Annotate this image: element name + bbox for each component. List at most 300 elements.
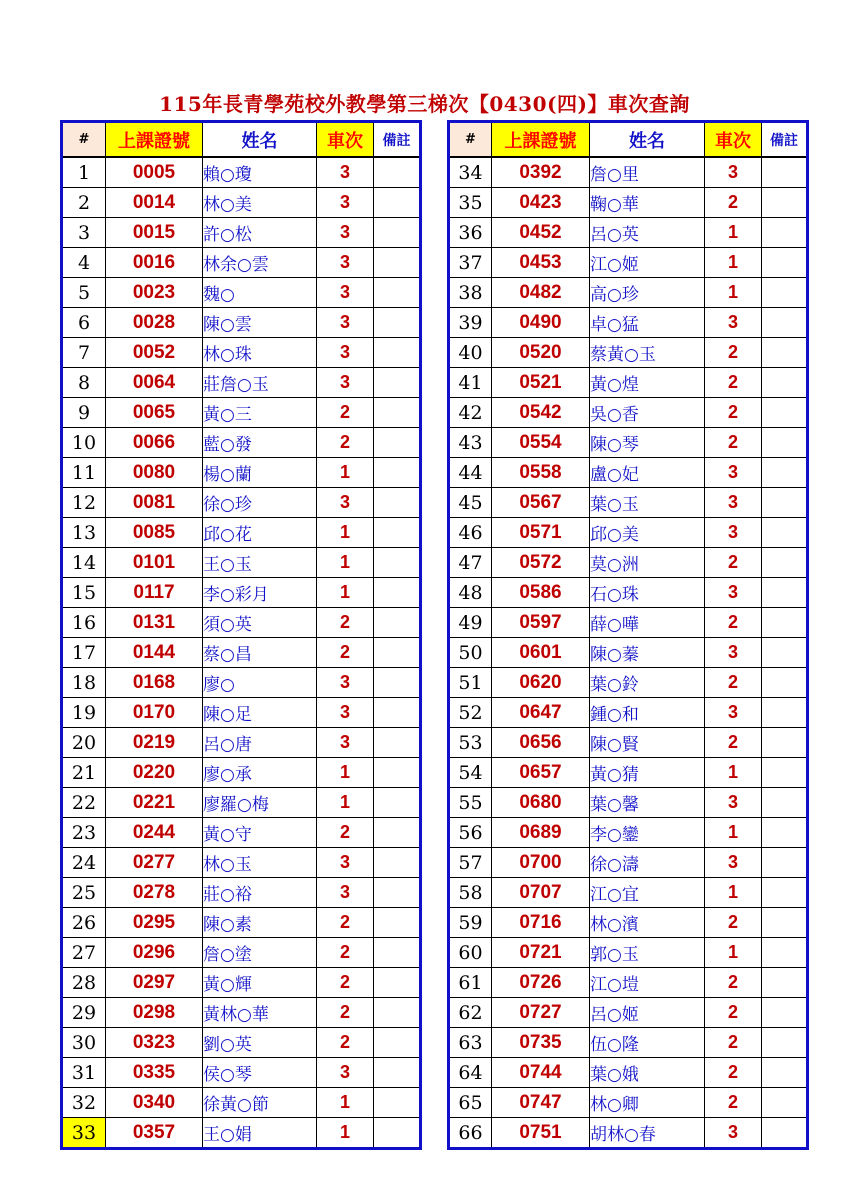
name-cell: 徐○濤 bbox=[590, 848, 705, 878]
car-number-cell: 3 bbox=[317, 188, 374, 218]
table-row bbox=[449, 1058, 808, 1088]
class-id-cell: 0168 bbox=[106, 668, 203, 698]
car-number-cell: 2 bbox=[705, 428, 762, 458]
row-number: 17 bbox=[62, 638, 106, 668]
note-cell bbox=[374, 968, 421, 998]
class-id-cell: 0065 bbox=[106, 398, 203, 428]
name-cell: 王○娟 bbox=[203, 1118, 317, 1149]
row-number: 4 bbox=[62, 248, 106, 278]
note-cell bbox=[762, 698, 808, 728]
car-number-cell: 2 bbox=[317, 638, 374, 668]
class-id-cell: 0735 bbox=[492, 1028, 590, 1058]
car-number-cell: 3 bbox=[705, 518, 762, 548]
row-number: 3 bbox=[62, 218, 106, 248]
class-id-cell: 0707 bbox=[492, 878, 590, 908]
car-number-cell: 2 bbox=[705, 908, 762, 938]
class-id-cell: 0657 bbox=[492, 758, 590, 788]
note-cell bbox=[762, 338, 808, 368]
note-cell bbox=[762, 818, 808, 848]
class-id-cell: 0015 bbox=[106, 218, 203, 248]
note-cell bbox=[374, 578, 421, 608]
table-row bbox=[449, 788, 808, 818]
table-row bbox=[449, 458, 808, 488]
class-id-cell: 0680 bbox=[492, 788, 590, 818]
name-cell: 李○鑾 bbox=[590, 818, 705, 848]
row-number: 38 bbox=[449, 278, 492, 308]
table-row bbox=[62, 488, 421, 518]
row-number: 30 bbox=[62, 1028, 106, 1058]
row-number: 35 bbox=[449, 188, 492, 218]
row-number: 59 bbox=[449, 908, 492, 938]
row-number: 62 bbox=[449, 998, 492, 1028]
row-number: 21 bbox=[62, 758, 106, 788]
class-id-cell: 0221 bbox=[106, 788, 203, 818]
car-number-cell: 3 bbox=[705, 578, 762, 608]
table-row bbox=[62, 1118, 421, 1149]
row-number: 46 bbox=[449, 518, 492, 548]
name-cell: 郭○玉 bbox=[590, 938, 705, 968]
row-number: 15 bbox=[62, 578, 106, 608]
note-cell bbox=[374, 608, 421, 638]
note-cell bbox=[374, 878, 421, 908]
name-cell: 蔡○昌 bbox=[203, 638, 317, 668]
note-cell bbox=[374, 338, 421, 368]
name-cell: 薛○嘩 bbox=[590, 608, 705, 638]
class-id-cell: 0101 bbox=[106, 548, 203, 578]
name-cell: 林○濱 bbox=[590, 908, 705, 938]
name-cell: 侯○琴 bbox=[203, 1058, 317, 1088]
note-cell bbox=[762, 488, 808, 518]
name-cell: 伍○隆 bbox=[590, 1028, 705, 1058]
note-cell bbox=[762, 638, 808, 668]
table-header-row bbox=[449, 122, 808, 158]
class-id-cell: 0520 bbox=[492, 338, 590, 368]
name-cell: 江○宜 bbox=[590, 878, 705, 908]
class-id-cell: 0081 bbox=[106, 488, 203, 518]
name-cell: 魏○ bbox=[203, 278, 317, 308]
table-row bbox=[62, 848, 421, 878]
car-number-cell: 2 bbox=[705, 368, 762, 398]
table-header-row bbox=[62, 122, 421, 158]
note-cell bbox=[762, 938, 808, 968]
row-number: 45 bbox=[449, 488, 492, 518]
table-row bbox=[62, 698, 421, 728]
car-number-cell: 3 bbox=[705, 488, 762, 518]
name-cell: 林○卿 bbox=[590, 1088, 705, 1118]
row-number: 65 bbox=[449, 1088, 492, 1118]
table-row bbox=[449, 638, 808, 668]
name-cell: 陳○賢 bbox=[590, 728, 705, 758]
class-id-cell: 0744 bbox=[492, 1058, 590, 1088]
class-id-cell: 0567 bbox=[492, 488, 590, 518]
note-cell bbox=[762, 278, 808, 308]
row-number: 5 bbox=[62, 278, 106, 308]
class-id-cell: 0005 bbox=[106, 157, 203, 188]
car-number-cell: 2 bbox=[705, 728, 762, 758]
class-id-cell: 0689 bbox=[492, 818, 590, 848]
table-row bbox=[449, 518, 808, 548]
table-row bbox=[449, 938, 808, 968]
class-id-cell: 0298 bbox=[106, 998, 203, 1028]
name-cell: 葉○鈴 bbox=[590, 668, 705, 698]
table-row bbox=[62, 218, 421, 248]
car-number-cell: 3 bbox=[317, 848, 374, 878]
row-number: 16 bbox=[62, 608, 106, 638]
row-number: 49 bbox=[449, 608, 492, 638]
table-row bbox=[449, 488, 808, 518]
row-number: 10 bbox=[62, 428, 106, 458]
roster-table-left bbox=[60, 120, 422, 1150]
table-row bbox=[449, 698, 808, 728]
car-number-cell: 1 bbox=[317, 578, 374, 608]
row-number: 19 bbox=[62, 698, 106, 728]
class-id-cell: 0482 bbox=[492, 278, 590, 308]
class-id-cell: 0572 bbox=[492, 548, 590, 578]
car-number-cell: 3 bbox=[705, 458, 762, 488]
table-row bbox=[449, 848, 808, 878]
name-cell: 莊詹○玉 bbox=[203, 368, 317, 398]
table-row bbox=[449, 548, 808, 578]
class-id-cell: 0716 bbox=[492, 908, 590, 938]
name-cell: 藍○發 bbox=[203, 428, 317, 458]
row-number: 60 bbox=[449, 938, 492, 968]
name-cell: 陳○素 bbox=[203, 908, 317, 938]
class-id-cell: 0297 bbox=[106, 968, 203, 998]
car-number-cell: 3 bbox=[705, 848, 762, 878]
car-number-cell: 2 bbox=[317, 398, 374, 428]
table-row bbox=[62, 188, 421, 218]
class-id-cell: 0080 bbox=[106, 458, 203, 488]
header-name: 姓名 bbox=[590, 122, 705, 158]
note-cell bbox=[762, 1118, 808, 1149]
class-id-cell: 0014 bbox=[106, 188, 203, 218]
row-number: 37 bbox=[449, 248, 492, 278]
note-cell bbox=[762, 518, 808, 548]
car-number-cell: 3 bbox=[705, 698, 762, 728]
class-id-cell: 0423 bbox=[492, 188, 590, 218]
name-cell: 黃○煌 bbox=[590, 368, 705, 398]
name-cell: 林○珠 bbox=[203, 338, 317, 368]
class-id-cell: 0542 bbox=[492, 398, 590, 428]
note-cell bbox=[374, 488, 421, 518]
car-number-cell: 3 bbox=[705, 788, 762, 818]
table-body bbox=[62, 157, 421, 1149]
car-number-cell: 2 bbox=[317, 818, 374, 848]
note-cell bbox=[762, 368, 808, 398]
car-number-cell: 3 bbox=[705, 1118, 762, 1149]
class-id-cell: 0392 bbox=[492, 157, 590, 188]
note-cell bbox=[374, 428, 421, 458]
name-cell: 林○玉 bbox=[203, 848, 317, 878]
row-number: 33 bbox=[62, 1118, 106, 1149]
table-row bbox=[62, 758, 421, 788]
name-cell: 林○美 bbox=[203, 188, 317, 218]
row-number: 29 bbox=[62, 998, 106, 1028]
car-number-cell: 3 bbox=[317, 308, 374, 338]
class-id-cell: 0601 bbox=[492, 638, 590, 668]
table-row bbox=[62, 668, 421, 698]
name-cell: 江○姬 bbox=[590, 248, 705, 278]
class-id-cell: 0521 bbox=[492, 368, 590, 398]
table-row bbox=[449, 1028, 808, 1058]
note-cell bbox=[762, 428, 808, 458]
car-number-cell: 2 bbox=[705, 338, 762, 368]
class-id-cell: 0278 bbox=[106, 878, 203, 908]
car-number-cell: 2 bbox=[317, 908, 374, 938]
class-id-cell: 0554 bbox=[492, 428, 590, 458]
row-number: 41 bbox=[449, 368, 492, 398]
car-number-cell: 2 bbox=[317, 1028, 374, 1058]
car-number-cell: 2 bbox=[705, 548, 762, 578]
name-cell: 邱○花 bbox=[203, 518, 317, 548]
row-number: 56 bbox=[449, 818, 492, 848]
class-id-cell: 0295 bbox=[106, 908, 203, 938]
car-number-cell: 3 bbox=[317, 278, 374, 308]
name-cell: 呂○姬 bbox=[590, 998, 705, 1028]
name-cell: 陳○蓁 bbox=[590, 638, 705, 668]
table-row bbox=[449, 968, 808, 998]
table-body bbox=[449, 157, 808, 1149]
row-number: 36 bbox=[449, 218, 492, 248]
name-cell: 高○珍 bbox=[590, 278, 705, 308]
class-id-cell: 0700 bbox=[492, 848, 590, 878]
car-number-cell: 3 bbox=[317, 218, 374, 248]
table-row bbox=[449, 248, 808, 278]
row-number: 42 bbox=[449, 398, 492, 428]
note-cell bbox=[374, 218, 421, 248]
note-cell bbox=[762, 848, 808, 878]
row-number: 2 bbox=[62, 188, 106, 218]
car-number-cell: 2 bbox=[705, 1028, 762, 1058]
class-id-cell: 0277 bbox=[106, 848, 203, 878]
table-row bbox=[449, 428, 808, 458]
car-number-cell: 3 bbox=[705, 308, 762, 338]
note-cell bbox=[762, 728, 808, 758]
header-class-id: 上課證號 bbox=[106, 122, 203, 158]
car-number-cell: 3 bbox=[317, 488, 374, 518]
row-number: 51 bbox=[449, 668, 492, 698]
class-id-cell: 0023 bbox=[106, 278, 203, 308]
car-number-cell: 3 bbox=[317, 878, 374, 908]
header-car: 車次 bbox=[705, 122, 762, 158]
car-number-cell: 3 bbox=[317, 1058, 374, 1088]
note-cell bbox=[762, 218, 808, 248]
note-cell bbox=[374, 518, 421, 548]
row-number: 14 bbox=[62, 548, 106, 578]
name-cell: 葉○玉 bbox=[590, 488, 705, 518]
table-row bbox=[449, 308, 808, 338]
car-number-cell: 2 bbox=[317, 938, 374, 968]
name-cell: 莊○裕 bbox=[203, 878, 317, 908]
note-cell bbox=[374, 188, 421, 218]
note-cell bbox=[374, 638, 421, 668]
note-cell bbox=[374, 1058, 421, 1088]
row-number: 39 bbox=[449, 308, 492, 338]
table-row bbox=[62, 518, 421, 548]
note-cell bbox=[762, 668, 808, 698]
note-cell bbox=[374, 848, 421, 878]
note-cell bbox=[762, 398, 808, 428]
table-row bbox=[449, 578, 808, 608]
table-row bbox=[449, 188, 808, 218]
class-id-cell: 0296 bbox=[106, 938, 203, 968]
car-number-cell: 2 bbox=[317, 998, 374, 1028]
class-id-cell: 0323 bbox=[106, 1028, 203, 1058]
note-cell bbox=[374, 157, 421, 188]
name-cell: 呂○英 bbox=[590, 218, 705, 248]
note-cell bbox=[374, 1118, 421, 1149]
name-cell: 石○珠 bbox=[590, 578, 705, 608]
header-note: 備註 bbox=[762, 122, 808, 158]
note-cell bbox=[762, 758, 808, 788]
row-number: 53 bbox=[449, 728, 492, 758]
table-row bbox=[449, 157, 808, 188]
note-cell bbox=[762, 608, 808, 638]
name-cell: 盧○妃 bbox=[590, 458, 705, 488]
car-number-cell: 2 bbox=[705, 1088, 762, 1118]
name-cell: 廖○承 bbox=[203, 758, 317, 788]
note-cell bbox=[762, 157, 808, 188]
class-id-cell: 0064 bbox=[106, 368, 203, 398]
class-id-cell: 0066 bbox=[106, 428, 203, 458]
class-id-cell: 0490 bbox=[492, 308, 590, 338]
page-title: 115年長青學苑校外教學第三梯次【0430(四)】車次查詢 bbox=[159, 92, 690, 116]
table-row bbox=[62, 1088, 421, 1118]
table-row bbox=[449, 338, 808, 368]
car-number-cell: 3 bbox=[705, 157, 762, 188]
row-number: 32 bbox=[62, 1088, 106, 1118]
car-number-cell: 1 bbox=[705, 278, 762, 308]
note-cell bbox=[374, 308, 421, 338]
name-cell: 陳○足 bbox=[203, 698, 317, 728]
table-row bbox=[449, 998, 808, 1028]
note-cell bbox=[374, 908, 421, 938]
table-row bbox=[62, 908, 421, 938]
car-number-cell: 3 bbox=[317, 698, 374, 728]
class-id-cell: 0656 bbox=[492, 728, 590, 758]
table-row bbox=[62, 788, 421, 818]
class-id-cell: 0721 bbox=[492, 938, 590, 968]
class-id-cell: 0597 bbox=[492, 608, 590, 638]
table-row bbox=[62, 157, 421, 188]
row-number: 26 bbox=[62, 908, 106, 938]
name-cell: 胡林○春 bbox=[590, 1118, 705, 1149]
note-cell bbox=[374, 548, 421, 578]
row-number: 57 bbox=[449, 848, 492, 878]
roster-table-right bbox=[447, 120, 809, 1150]
row-number: 1 bbox=[62, 157, 106, 188]
class-id-cell: 0340 bbox=[106, 1088, 203, 1118]
table-row bbox=[62, 998, 421, 1028]
header-note: 備註 bbox=[374, 122, 421, 158]
car-number-cell: 3 bbox=[317, 338, 374, 368]
car-number-cell: 2 bbox=[705, 1058, 762, 1088]
table-row bbox=[449, 758, 808, 788]
note-cell bbox=[762, 878, 808, 908]
name-cell: 黃○守 bbox=[203, 818, 317, 848]
car-number-cell: 1 bbox=[317, 1088, 374, 1118]
table-row bbox=[62, 398, 421, 428]
row-number: 40 bbox=[449, 338, 492, 368]
car-number-cell: 1 bbox=[317, 548, 374, 578]
table-row bbox=[62, 338, 421, 368]
row-number: 13 bbox=[62, 518, 106, 548]
class-id-cell: 0727 bbox=[492, 998, 590, 1028]
class-id-cell: 0016 bbox=[106, 248, 203, 278]
table-row bbox=[62, 818, 421, 848]
table-row bbox=[62, 248, 421, 278]
note-cell bbox=[374, 728, 421, 758]
car-number-cell: 1 bbox=[705, 818, 762, 848]
row-number: 34 bbox=[449, 157, 492, 188]
name-cell: 黃○猜 bbox=[590, 758, 705, 788]
class-id-cell: 0453 bbox=[492, 248, 590, 278]
class-id-cell: 0117 bbox=[106, 578, 203, 608]
class-id-cell: 0647 bbox=[492, 698, 590, 728]
note-cell bbox=[374, 818, 421, 848]
note-cell bbox=[762, 308, 808, 338]
car-number-cell: 2 bbox=[705, 398, 762, 428]
car-number-cell: 1 bbox=[705, 938, 762, 968]
note-cell bbox=[762, 968, 808, 998]
class-id-cell: 0558 bbox=[492, 458, 590, 488]
row-number: 64 bbox=[449, 1058, 492, 1088]
class-id-cell: 0170 bbox=[106, 698, 203, 728]
name-cell: 鍾○和 bbox=[590, 698, 705, 728]
name-cell: 江○塏 bbox=[590, 968, 705, 998]
table-row bbox=[62, 878, 421, 908]
name-cell: 李○彩月 bbox=[203, 578, 317, 608]
row-number: 24 bbox=[62, 848, 106, 878]
car-number-cell: 3 bbox=[317, 368, 374, 398]
header-car: 車次 bbox=[317, 122, 374, 158]
name-cell: 楊○蘭 bbox=[203, 458, 317, 488]
note-cell bbox=[762, 998, 808, 1028]
note-cell bbox=[374, 758, 421, 788]
name-cell: 須○英 bbox=[203, 608, 317, 638]
note-cell bbox=[374, 278, 421, 308]
table-row bbox=[62, 728, 421, 758]
car-number-cell: 2 bbox=[705, 998, 762, 1028]
car-number-cell: 1 bbox=[705, 878, 762, 908]
row-number: 25 bbox=[62, 878, 106, 908]
table-row bbox=[62, 1058, 421, 1088]
class-id-cell: 0751 bbox=[492, 1118, 590, 1149]
row-number: 43 bbox=[449, 428, 492, 458]
class-id-cell: 0244 bbox=[106, 818, 203, 848]
car-number-cell: 2 bbox=[705, 968, 762, 998]
car-number-cell: 2 bbox=[705, 608, 762, 638]
row-number: 12 bbox=[62, 488, 106, 518]
name-cell: 劉○英 bbox=[203, 1028, 317, 1058]
table-row bbox=[449, 218, 808, 248]
name-cell: 王○玉 bbox=[203, 548, 317, 578]
row-number: 7 bbox=[62, 338, 106, 368]
name-cell: 莫○洲 bbox=[590, 548, 705, 578]
car-number-cell: 2 bbox=[317, 968, 374, 998]
name-cell: 陳○雲 bbox=[203, 308, 317, 338]
note-cell bbox=[762, 188, 808, 218]
class-id-cell: 0452 bbox=[492, 218, 590, 248]
row-number: 20 bbox=[62, 728, 106, 758]
table-row bbox=[449, 1088, 808, 1118]
table-row bbox=[62, 458, 421, 488]
row-number: 44 bbox=[449, 458, 492, 488]
note-cell bbox=[374, 998, 421, 1028]
row-number: 58 bbox=[449, 878, 492, 908]
name-cell: 黃林○華 bbox=[203, 998, 317, 1028]
row-number: 54 bbox=[449, 758, 492, 788]
